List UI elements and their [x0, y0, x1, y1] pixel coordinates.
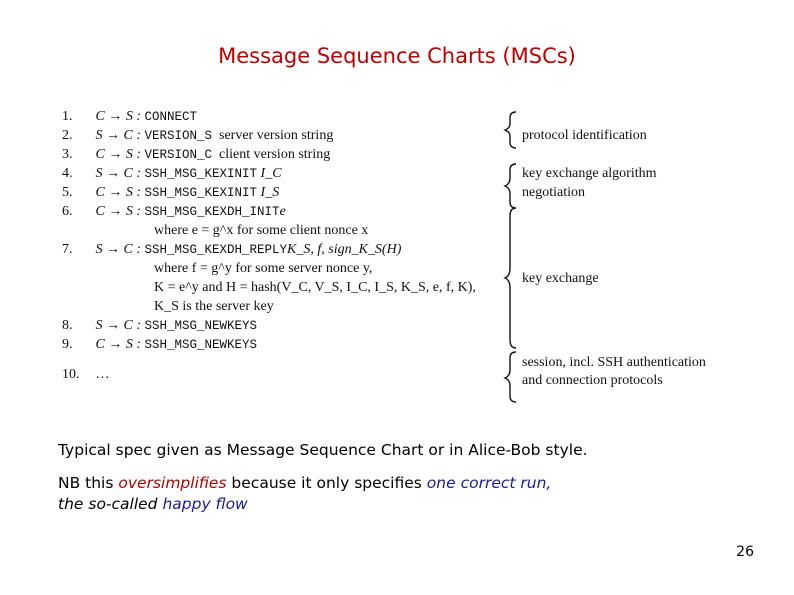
spec-row-2 [62, 127, 333, 145]
row-number: 5. [62, 185, 73, 200]
spec-row-7-where: where f = g^y for some server nonce y, [154, 261, 373, 276]
row-number: 8. [62, 318, 73, 333]
row-note: client version string [219, 147, 331, 162]
row-number: 9. [62, 337, 73, 352]
spec-row-6 [62, 203, 286, 221]
annotation-kex-line1: key exchange algorithm [522, 166, 657, 181]
spec-row-5 [62, 184, 279, 202]
row-message: SSH_MSG_NEWKEYS [144, 319, 258, 333]
ssh-protocol-spec [62, 108, 762, 408]
spec-row-3 [62, 146, 330, 164]
row-flow: S → C : [95, 166, 141, 181]
row-flow: C → S : [95, 204, 141, 219]
spec-row-10 [62, 366, 110, 384]
body-text-segment: the so-called [58, 495, 163, 513]
spec-row-1 [62, 108, 197, 126]
row-number: 4. [62, 166, 73, 181]
row-message: SSH_MSG_KEXDH_REPLY [144, 243, 288, 257]
body-line-3 [58, 494, 248, 515]
row-flow: … [95, 367, 110, 382]
brace-key-exchange [505, 208, 516, 348]
body-text-segment: NB this [58, 474, 119, 492]
row-note: server version string [219, 128, 334, 143]
row-message: SSH_MSG_NEWKEYS [144, 338, 258, 352]
brace-group [502, 108, 522, 408]
spec-row-6-where: where e = g^x for some client nonce x [154, 223, 369, 238]
row-note: I_C [260, 166, 282, 181]
emphasis-happy-flow: happy flow [162, 495, 248, 513]
spec-row-9 [62, 336, 257, 354]
body-line-1: Typical spec given as Message Sequence Chart or in Alice-Bob style. [58, 441, 588, 459]
brace-kex-negotiation [505, 164, 516, 208]
row-message: CONNECT [144, 110, 198, 124]
row-message: SSH_MSG_KEXINIT [144, 186, 258, 200]
row-note: K_S, f, sign_K_S(H) [287, 242, 402, 257]
row-flow: S → C : [95, 318, 141, 333]
annotation-kex-line2: negotiation [522, 185, 585, 200]
brace-protocol [505, 112, 516, 148]
row-note: e [279, 204, 286, 219]
spec-row-8 [62, 317, 257, 335]
brace-session [505, 352, 516, 402]
row-message: VERSION_S [144, 129, 213, 143]
row-number: 6. [62, 204, 73, 219]
body-text-segment: because it only specifies [226, 474, 427, 492]
page-number: 26 [736, 544, 754, 560]
spec-row-7-hash: K = e^y and H = hash(V_C, V_S, I_C, I_S, K_S, e, f, K), [154, 280, 476, 295]
row-flow: C → S : [95, 147, 141, 162]
annotation-session-line2: and connection protocols [522, 373, 663, 388]
spec-row-7-key: K_S is the server key [154, 299, 274, 314]
row-flow: C → S : [95, 109, 141, 124]
annotation-protocol: protocol identification [522, 128, 647, 143]
row-number: 2. [62, 128, 73, 143]
emphasis-oversimplifies: oversimplifies [118, 474, 227, 492]
row-number: 7. [62, 242, 73, 257]
row-number: 1. [62, 109, 73, 124]
row-flow: C → S : [95, 337, 141, 352]
spec-row-7 [62, 241, 401, 259]
row-flow: S → C : [95, 242, 141, 257]
row-flow: C → S : [95, 185, 141, 200]
row-flow: S → C : [95, 128, 141, 143]
emphasis-one-correct-run: one correct run, [426, 474, 552, 492]
row-message: SSH_MSG_KEXDH_INIT [144, 205, 280, 219]
row-note: I_S [260, 185, 280, 200]
row-number: 3. [62, 147, 73, 162]
row-message: SSH_MSG_KEXINIT [144, 167, 258, 181]
body-line-2 [58, 473, 551, 494]
annotation-session-line1: session, incl. SSH authentication [522, 355, 706, 370]
annotation-key-exchange: key exchange [522, 271, 599, 286]
spec-row-4 [62, 165, 282, 183]
slide-title: Message Sequence Charts (MSCs) [218, 44, 576, 68]
row-number: 10. [62, 367, 80, 382]
row-message: VERSION_C [144, 148, 213, 162]
